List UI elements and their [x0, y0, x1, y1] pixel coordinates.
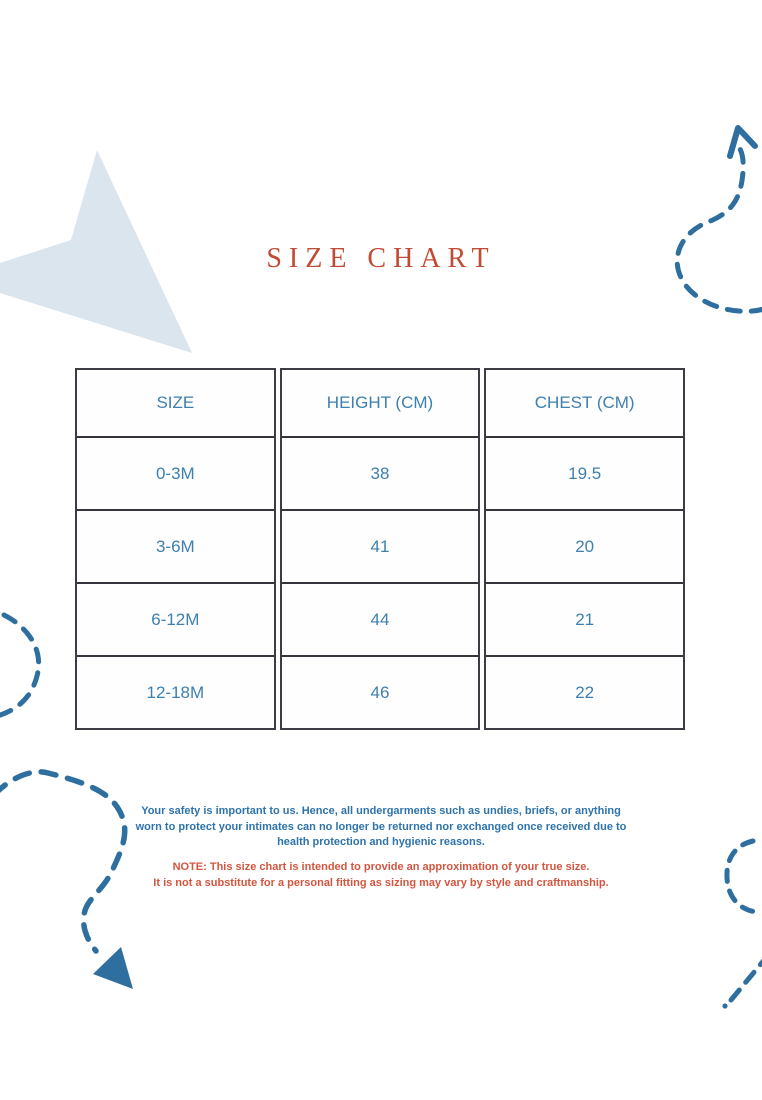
- approximation-note-line: NOTE: This size chart is intended to provide an approximation of your true size.: [172, 861, 590, 873]
- table-cell: 41: [282, 509, 479, 582]
- arrowhead-chevron-icon: [730, 128, 755, 156]
- table-column-height: [280, 368, 481, 730]
- table-cell: 44: [282, 582, 479, 655]
- dashed-loop-icon: [0, 615, 39, 717]
- approximation-note: [0, 860, 762, 891]
- table-cell: 12-18M: [77, 655, 274, 728]
- hygiene-notice: [0, 804, 762, 851]
- hygiene-notice-line: Your safety is important to us. Hence, all undergarments such as undies, briefs, or anything: [141, 805, 621, 817]
- table-column-size: [75, 368, 276, 730]
- table-cell: 22: [486, 655, 683, 728]
- table-cell: 0-3M: [77, 436, 274, 509]
- column-header-height: HEIGHT (CM): [326, 393, 434, 412]
- hygiene-notice-line: health protection and hygienic reasons.: [277, 836, 485, 848]
- column-header-chest: CHEST (CM): [534, 393, 635, 412]
- dashed-line-icon: [731, 953, 762, 1000]
- column-header-size: SIZE: [156, 393, 195, 412]
- table-cell: 46: [282, 655, 479, 728]
- table-cell: 3-6M: [77, 509, 274, 582]
- table-cell: 20: [486, 509, 683, 582]
- approximation-note-line: It is not a substitute for a personal fitting as sizing may vary by style and craftmanship.: [153, 876, 609, 889]
- page-title: SIZE CHART: [266, 243, 496, 274]
- arrowhead-triangle-icon: [93, 947, 133, 989]
- hygiene-notice-line: worn to protect your intimates can no longer be returned nor exchanged once received due to: [135, 820, 627, 833]
- curved-dashed-arrow-icon: [677, 147, 762, 311]
- table-cell: 21: [486, 582, 683, 655]
- size-chart-table: [75, 368, 685, 730]
- table-column-chest: [484, 368, 685, 730]
- dash-dot-icon: [722, 1003, 727, 1008]
- table-cell: 19.5: [486, 436, 683, 509]
- table-cell: 6-12M: [77, 582, 274, 655]
- table-cell: 38: [282, 436, 479, 509]
